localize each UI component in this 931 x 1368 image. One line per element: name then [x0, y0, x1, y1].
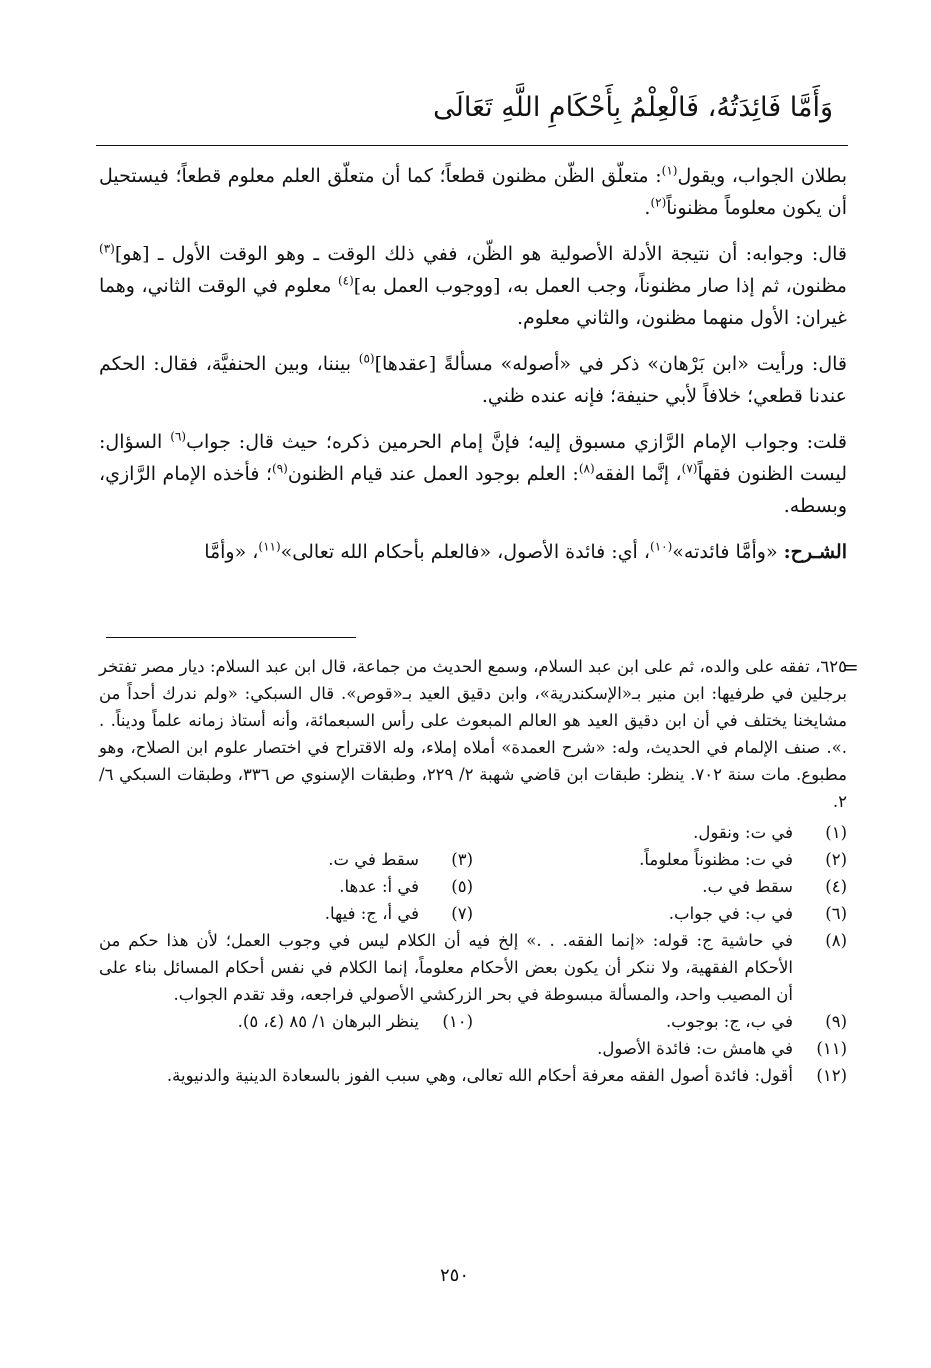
text-span: .: [644, 197, 651, 219]
continuation-mark: =: [842, 655, 859, 679]
footnote-text: في حاشية ج: قوله: «إنما الفقه. . .» إلخ فيه أن الكلام ليس في وجوب العمل؛ لأن هذا حكم من الأحكام الفقهية، ولا ننكر أن يكون بعض الأحكام معلوماً، إنما الكلام في نفس أحكام المسائل بناء على أن المصيب واحد، والمسألة مبسوطة في بحر الزركشي الأصولي فراجعه، وقد تقدم الجواب.: [99, 931, 793, 1004]
text-span: قال: وجوابه: أن نتيجة الأدلة الأصولية هو الظّن، ففي ذلك الوقت ـ وهو الوقت الأول ـ [هو]: [114, 243, 847, 265]
header-divider: [96, 145, 848, 146]
footnote-number: (١٢): [816, 1066, 847, 1085]
footnotes: [99, 653, 847, 1089]
paragraph-4: [99, 426, 847, 522]
footnote-number: (٥): [451, 877, 473, 896]
footnote-number: (١): [825, 823, 847, 842]
sharh-label: الشـرح:: [783, 541, 847, 563]
footnote-number: (٨): [825, 931, 847, 950]
footnote-8: [99, 927, 847, 1008]
footnote-text: في أ، ج: فيها.: [324, 904, 419, 923]
footnote-3: [99, 846, 473, 873]
text-span: قال: ورأيت «ابن بَرْهان» ذكر في «أصوله» مسألةً [عقدها]: [374, 353, 847, 375]
main-text: [99, 160, 847, 582]
footnote-5: [99, 873, 473, 900]
footnote-ref-10[interactable]: (١٠): [650, 539, 673, 554]
text-span: : متعلّق الظّن مظنون قطعاً؛ كما أن متعلّق العلم معلوم قطعاً؛ فيستحيل أن يكون معلوماً مظنوناً: [99, 165, 847, 219]
footnote-6: [473, 900, 847, 927]
text-span: بيننا، وبين الحنفيَّة، فقال: الحكم عندنا قطعي؛ خلافاً لأبي حنيفة؛ فإنه عنده ظني.: [99, 353, 847, 407]
footnote-text: في ت: ونقول.: [693, 823, 793, 842]
footnote-4: [473, 873, 847, 900]
paragraph-1: [99, 160, 847, 224]
text-span: ، إنَّما الفقه: [594, 463, 682, 485]
footnote-ref-4[interactable]: (٤): [337, 273, 354, 288]
footnote-ref-1[interactable]: (١): [661, 163, 678, 178]
footnote-ref-7[interactable]: (٧): [681, 461, 698, 476]
footnote-11: [99, 1035, 847, 1062]
footnote-ref-9[interactable]: (٩): [272, 461, 288, 476]
footnote-row-4-5: [99, 873, 847, 900]
footnote-text: سقط في ب.: [702, 877, 793, 896]
footnote-1: [99, 819, 847, 846]
footnote-number: (٢): [825, 850, 847, 869]
paragraph-2: [99, 238, 847, 334]
footnote-number: (٧): [451, 904, 473, 923]
footnote-text: في ب، ج: بوجوب.: [665, 1012, 793, 1031]
footnote-number: (٦): [825, 904, 847, 923]
text-span: معلوم في الوقت الثاني، وهما غيران: الأول منهما مظنون، والثاني معلوم.: [99, 275, 847, 329]
footnote-ref-5[interactable]: (٥): [358, 351, 375, 366]
footnote-9: [473, 1008, 847, 1035]
footnote-10: [99, 1008, 473, 1035]
running-header-title: وَأَمَّا فَائِدَتُهُ، فَالْعِلْمُ بِأَحْكَامِ اللَّهِ تَعَالَى: [433, 92, 833, 123]
footnote-divider: [106, 637, 356, 638]
footnote-text: أقول: فائدة أصول الفقه معرفة أحكام الله تعالى، وهي سبب الفوز بالسعادة الدينية والدنيوية.: [166, 1066, 793, 1085]
footnote-number: (١١): [816, 1039, 847, 1058]
footnote-ref-2[interactable]: (٢): [650, 195, 667, 210]
paragraph-3: [99, 348, 847, 412]
footnote-number: (٣): [451, 850, 473, 869]
text-span: ، «وأمَّا: [204, 541, 259, 563]
footnote-12: [99, 1062, 847, 1089]
footnote-ref-11[interactable]: (١١): [258, 539, 281, 554]
footnote-row-6-7: [99, 900, 847, 927]
footnote-2: [473, 846, 847, 873]
text-span: مظنون، ثم إذا صار مظنوناً، وجب العمل به، [ووجوب العمل به]: [353, 275, 847, 297]
footnote-text: في هامش ت: فائدة الأصول.: [597, 1039, 793, 1058]
footnote-ref-3[interactable]: (٣): [99, 241, 115, 256]
footnote-text: في ب: في جواب.: [668, 904, 793, 923]
text-span: «وأمَّا فائدته»: [672, 541, 784, 563]
text-span: : العلم بوجود العمل عند قيام الظنون: [287, 463, 579, 485]
text-span: قلت: وجواب الإمام الرَّازي مسبوق إليه؛ فإنَّ إمام الحرمين ذكره؛ حيث قال: جواب: [186, 431, 848, 453]
footnote-number: (١٠): [442, 1012, 473, 1031]
footnote-text: سقط في ت.: [328, 850, 419, 869]
footnote-row-9-10: [99, 1008, 847, 1035]
footnote-number: (٩): [825, 1012, 847, 1031]
footnote-7: [99, 900, 473, 927]
footnote-row-2-3: [99, 846, 847, 873]
text-span: السؤال: ليست الظنون فقهاً: [99, 431, 848, 485]
footnote-text: ينظر البرهان ١/ ٨٥ (٤، ٥).: [237, 1012, 419, 1031]
footnote-continuation: ٦٢٥، تفقه على والده، ثم على ابن عبد السلام، وسمع الحديث من جماعة، قال ابن عبد السلام: ديار مصر تفتخر برجلين في طرفيها: ابن منير بـ«الإسكندرية»، وابن دقيق العيد بـ«قوص». قال السبكي: «ولم ندرك أحداً من مشايخنا يختلف في أن ابن دقيق العيد هو العالم المبعوث على رأس السبعمائة، وأنه أستاذ زمانه علماً وديناً. . .». صنف الإلمام في الحديث، وله: «شرح العمدة» أملاه إملاء، وله الاقتراح في اختصار علوم ابن الصلاح، وهو مطبوع. مات سنة ٧٠٢. ينظر: طبقات ابن قاضي شهبة ٢/ ٢٢٩، وطبقات الإسنوي ص ٣٣٦، وطبقات السبكي ٦/ ٢.: [99, 657, 847, 811]
page-number: ٢٥٠: [440, 1265, 470, 1286]
footnote-number: (٤): [825, 877, 847, 896]
footnote-ref-8[interactable]: (٨): [578, 461, 595, 476]
footnote-ref-6[interactable]: (٦): [170, 429, 187, 444]
text-span: ؛ فأخذه الإمام الرَّازي، وبسطه.: [99, 463, 847, 517]
paragraph-5: [99, 536, 847, 568]
text-span: بطلان الجواب، ويقول: [677, 165, 847, 187]
footnote-text: في ت: مظنوناً معلوماً.: [639, 850, 793, 869]
text-span: ، أي: فائدة الأصول، «فالعلم بأحكام الله تعالى»: [280, 541, 651, 563]
footnote-text: في أ: عدها.: [339, 877, 419, 896]
